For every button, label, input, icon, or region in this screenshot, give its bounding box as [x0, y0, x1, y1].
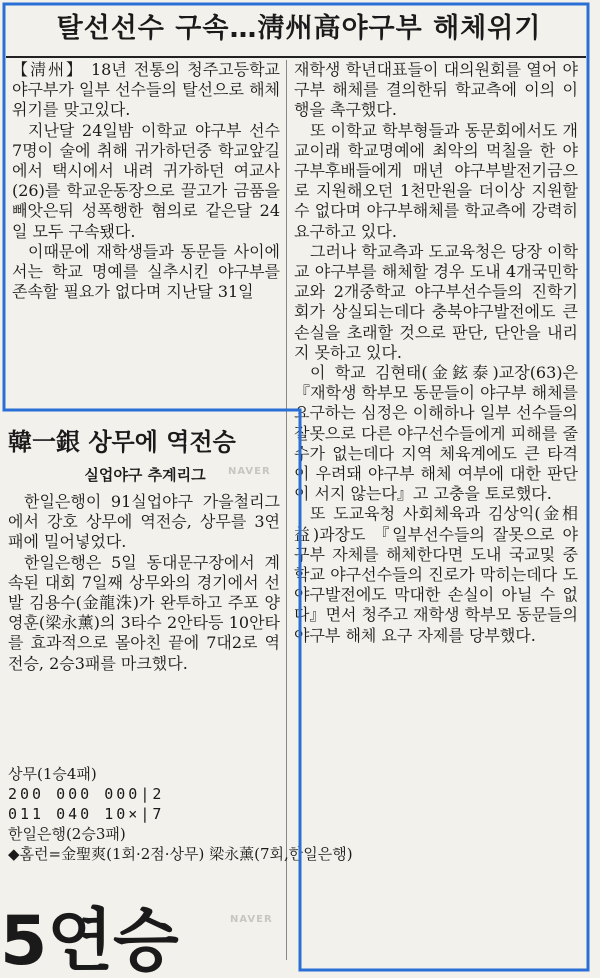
second-story-deck: 실업야구 추계리그	[84, 466, 206, 484]
watermark: NAVER	[228, 466, 271, 477]
second-story-paragraph-2: 한일은행은 5일 동대문구장에서 계속된 대회 7일째 상무와의 경기에서 선발 김용수(金龍洙)가 완투하고 주포 양영훈(梁永薰)의 3타수 2안타등 10안타를 효과적으로 몰아친 끝에 7대2로 역전승, 2승3패를 마크했다.	[8, 552, 280, 673]
right-paragraph-3: 그러나 학교측과 도교육청은 당장 이학교 야구부를 해체할 경우 도내 4개국민학교와 2개중학교 야구부선수들의 진학기회가 상실되는데다 충북야구발전에도 큰 손실을 초래할 것으로 판단, 단안을 내리지 못하고 있다.	[294, 241, 578, 362]
bottom-headline: 5연승	[0, 902, 179, 978]
right-paragraph-1: 재학생 학년대표들이 대의원회를 열어 야구부 해체를 결의한뒤 학교측에 이의 이행을 촉구했다.	[294, 60, 578, 120]
right-paragraph-4: 이 학교 김현태(金鉉泰)교장(63)은 『재학생 학부모 동문들이 야구부 해체를 요구하는 심정은 이해하나 일부 선수들의 잘못으로 다른 야구선수들에게 피해를 줄 수가 없는데다 지역 체육계에도 큰 타격이 우려돼 야구부 해체 여부에 대한 판단이 서지 않는다』고 고충을 토로했다.	[294, 363, 578, 504]
main-headline: 탈선선수 구속…淸州高야구부 해체위기	[56, 13, 542, 44]
right-paragraph-2: 또 이학교 학부형들과 동문회에서도 개교이래 학교명예에 최악의 먹칠을 한 야구부후배들에게 매년 야구부발전기금으로 지원해오던 1천만원을 더이상 지원할수 없다며 야구부해체를 학교측에 강력히 요구하고 있다.	[294, 120, 578, 241]
watermark-bottom: NAVER	[230, 914, 273, 925]
homerun-label: ◆홈런=	[8, 845, 62, 863]
second-story-paragraph-1: 한일은행이 91실업야구 가을철리그에서 강호 상무에 역전승, 상무를 3연패에 밀어넣었다.	[8, 492, 280, 552]
score-line2: 011 040 10×|7	[8, 805, 165, 823]
left-paragraph-1: 【淸州】 18년 전통의 청주고등학교 야구부가 일부 선수들의 탈선으로 해체위기를 맞고있다.	[12, 60, 280, 120]
left-paragraph-3: 이때문에 재학생들과 동문들 사이에서는 학교 명예를 실추시킨 야구부를 존속할 필요가 없다며 지난달 31일	[12, 241, 280, 302]
right-paragraph-5: 또 도교육청 사회체육과 김상익(金相益)과장도 『일부선수들의 잘못으로 야구부 자체를 해체한다면 도내 국교및 중학교 야구선수들의 진로가 막히는데다 도 야구발전에도 막대한 손실이 아닐 수 없다』면서 청주고 재학생 학부모 동문들의 야구부 해체 요구 자제를 당부했다.	[294, 504, 578, 645]
score-line1: 200 000 000|2	[8, 785, 165, 803]
score-team1: 상무(1승4패)	[8, 765, 97, 783]
highlight-polygon	[4, 4, 588, 970]
score-team2: 한일은행(2승3패)	[8, 825, 126, 843]
second-story-headline: 韓一銀 상무에 역전승	[8, 428, 236, 456]
left-paragraph-2: 지난달 24일밤 이학교 야구부 선수 7명이 술에 취해 귀가하던중 학교앞길에서 택시에서 내려 귀가하던 여교사(26)를 학교운동장으로 끌고가 금품을 빼앗은뒤 성폭행한 혐의로 같은달 24일 모두 구속됐다.	[12, 120, 280, 241]
homerun-text: 金聖爽(1회·2점·상무) 梁永薰(7회,한일은행)	[61, 845, 353, 863]
